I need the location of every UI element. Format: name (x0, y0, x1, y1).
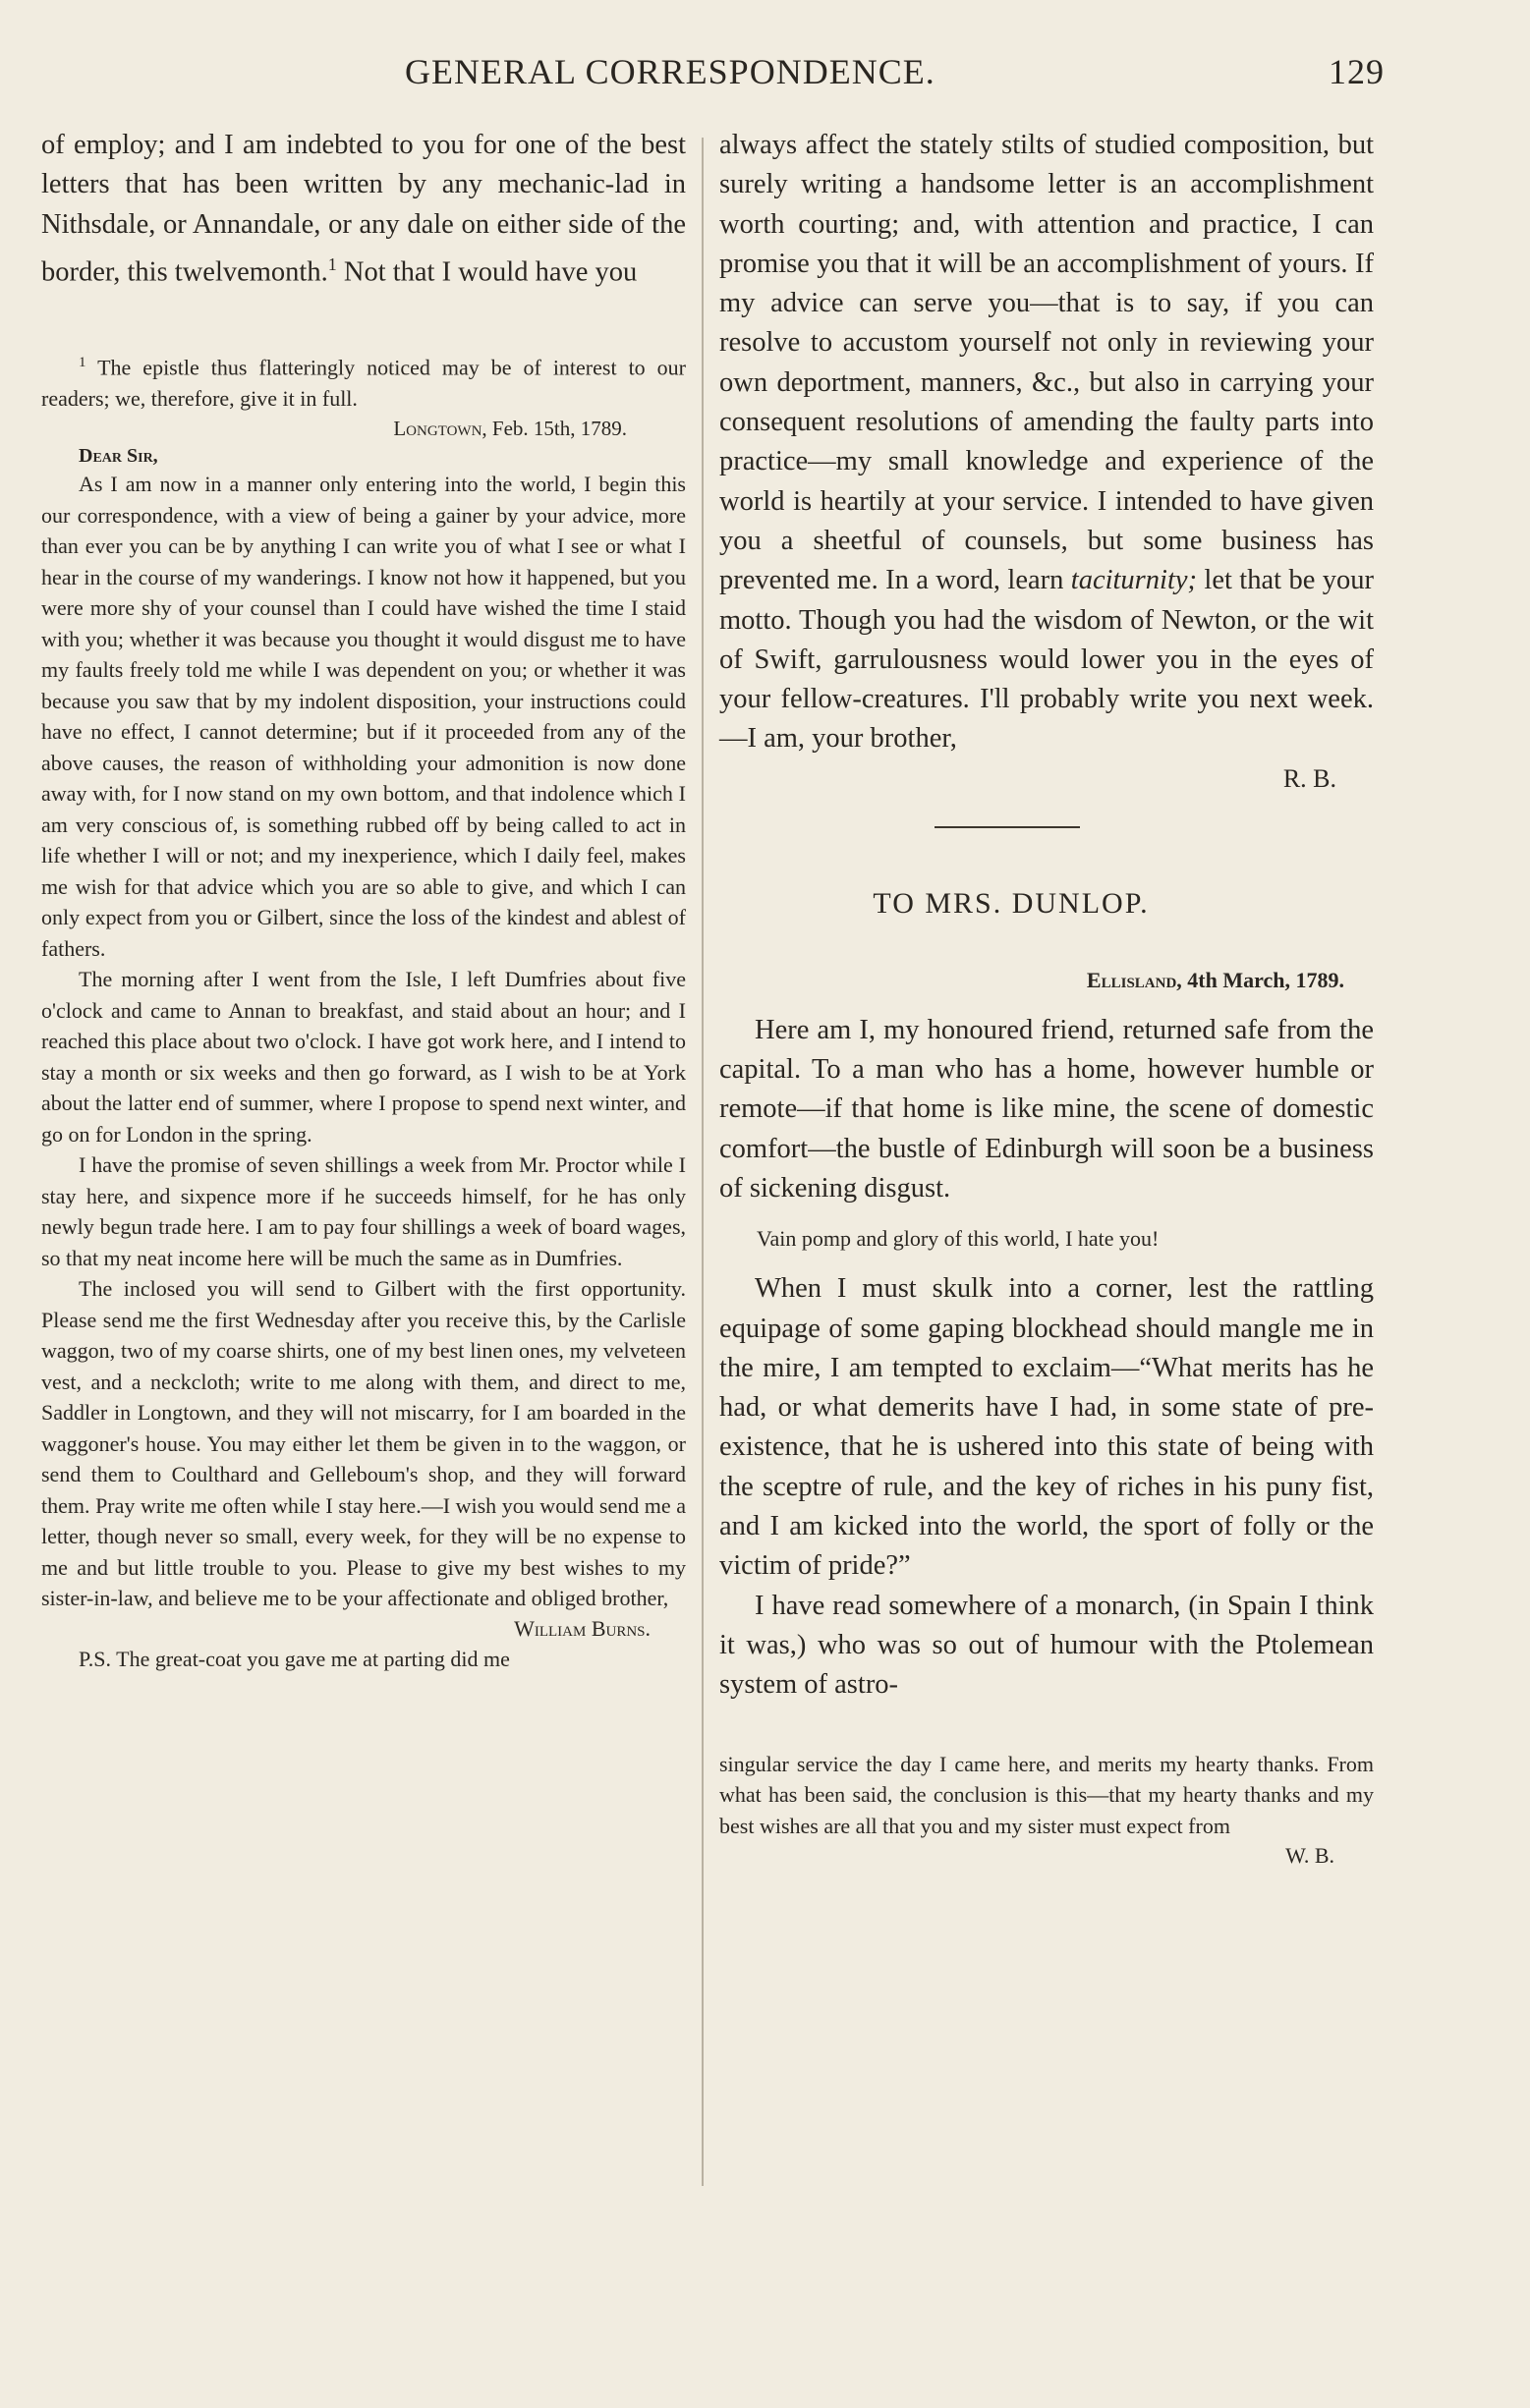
footnote-intro: The epistle thus flatteringly noticed may be of interest to our readers; we, therefore, give it in full. (41, 355, 687, 411)
letter-paragraph: As I am now in a manner only entering into the world, I begin this our correspondence, with a view of being a gainer by your advice, more than ever you can be by anything I can write you of what I see or what I hear in the course of my wanderings. I know not how it happened, but you were more shy of your counsel than I could have wished the time I staid with you; whether it was because you thought it would disgust me to have my faults freely told me while I was dependent on you; or whether it was because you saw that by my indolent disposition, your instructions could have no effect, I cannot determine; but if it proceeded from any of the above causes, the reason of withholding your admonition is now done away with, for I now stand on my own bottom, and that indolence which I am very conscious of, is something rubbed off by being called to act in life whether I will or not; and my inexperience, which I daily feel, makes me wish for that advice which you are so able to give, and which I can only expect from you or Gilbert, since the loss of the kindest and ablest of fathers. (41, 472, 686, 961)
letter-dateline (41, 414, 686, 443)
right-column (719, 126, 1374, 1871)
column-divider (702, 138, 704, 2186)
letter-heading: TO MRS. DUNLOP. (873, 886, 1150, 920)
continuation-signature: R. B. (1282, 763, 1336, 793)
letter-dateline (719, 968, 1374, 993)
footnote-intro-paragraph (41, 348, 686, 414)
letter-signature: William Burns. (514, 1615, 651, 1641)
letter-place: Ellisland, (1086, 967, 1182, 992)
page-number: 129 (1329, 52, 1385, 91)
footnote-marker: 1 (79, 354, 86, 370)
section-divider (935, 826, 1080, 828)
letter-place: Longtown, (393, 417, 487, 441)
letter-date: Feb. 15th, 1789. (491, 417, 627, 441)
letter-salutation: Dear Sir, (79, 445, 158, 468)
letter-paragraph: Here am I, my honoured friend, returned safe from the capital. To a man who has a home, however humble or remote—if that home is like mine, the scene of domestic comfort—the bustle of Edinburgh will soon be a business of sickening disgust. (719, 1014, 1374, 1204)
continuation-text: always affect the stately stilts of studied composition, but surely writing a handsome letter is an accomplishment worth courting; and, with attention and practice, I can promise you that it will be an accomplishment of yours. If my advice can serve you—that is to say, if you can resolve to accustom yourself not only in reviewing your own deportment, manners, &c., but also in carrying your consequent resolutions of amending the faulty parts into practice—my small knowledge and experience of the world is heartily at your service. I intended to have given you a sheetful of counsels, but some business has prevented me. In a word, learn (719, 130, 1374, 596)
letter-date: 4th March, 1789. (1187, 967, 1344, 992)
verse-quote: Vain pomp and glory of this world, I hate you! (757, 1226, 1160, 1252)
letter-paragraph: The inclosed you will send to Gilbert with the first opportunity. Please send me the first Wednesday after you receive this, by the Carlisle waggon, two of my coarse shirts, one of my best linen ones, my velveteen vest, and a neckcloth; write to me along with them, and direct to me, Saddler in Longtown, and they will not miscarry, for I am boarded in the waggoner's house. You may either let them be given in to the waggon, or send them to Coulthard and Gelleboum's shop, and they will forward them. Pray write me often while I stay here.—I wish you would send me a letter, though never so small, every week, for they will be no expense to me and but little trouble to you. Please to give my best wishes to my sister-in-law, and believe me to be your affectionate and obliged brother, (41, 1276, 686, 1611)
left-body-text: of employ; and I am indebted to you for one of the best letters that has been written by any mechanic-lad in Nithsdale, or Annandale, or any dale on either side of the border, this twelvemonth. (41, 130, 686, 288)
letter-paragraph: When I must skulk into a corner, lest the rattling equipage of some gaping blockhead should mangle me in the mire, I am tempted to exclaim—“What merits has he had, or what demerits have I had, in some state of pre-existence, that he is ushered into this state of being with the sceptre of rule, and the key of riches in his puny fist, and I am kicked into the world, the sport of folly or the victim of pride?” (719, 1273, 1374, 1582)
footnote-signature: W. B. (1285, 1843, 1334, 1868)
letter-paragraph: The morning after I went from the Isle, I left Dumfries about five o'clock and came to Annan to breakfast, and staid about an hour; and I reached this place about two o'clock. I have got work here, and I intend to stay a month or six weeks and then go forward, as I wish to be at York about the latter end of summer, where I propose to spend next winter, and go on for London in the spring. (41, 967, 686, 1147)
footnote-reference: 1 (327, 253, 337, 274)
letter-paragraph: I have the promise of seven shillings a week from Mr. Proctor while I stay here, and sixpence more if he succeeds himself, for he has only newly begun trade here. I am to pay four shillings a week of board wages, so that my neat income here will be much the same as in Dumfries. (41, 1152, 686, 1270)
left-body-paragraph (41, 126, 686, 293)
continuation-emphasis: taciturnity; (1070, 565, 1198, 596)
letter-postscript: P.S. The great-coat you gave me at parting did me (79, 1646, 510, 1671)
left-body-tail: Not that I would have you (336, 256, 638, 288)
continuation-tail: let that be your motto. Though you had the wisdom of Newton, or the wit of Swift, garrulousness would lower you in the eyes of your fellow-creatures. I'll probably write you next week.—I am, your brother, (719, 565, 1374, 755)
running-title: GENERAL CORRESPONDENCE. (405, 52, 935, 91)
continuation-paragraph (719, 126, 1374, 759)
footnote (41, 348, 686, 1674)
footnote-continuation: singular service the day I came here, and merits my hearty thanks. From what has been said, the conclusion is this—that my hearty thanks and my best wishes are all that you and my sister must expect from (719, 1751, 1374, 1838)
letter-paragraph: I have read somewhere of a monarch, (in Spain I think it was,) who was so out of humour with the Ptolemean system of astro- (719, 1590, 1374, 1701)
left-column (41, 126, 686, 1674)
running-header (405, 51, 1385, 100)
